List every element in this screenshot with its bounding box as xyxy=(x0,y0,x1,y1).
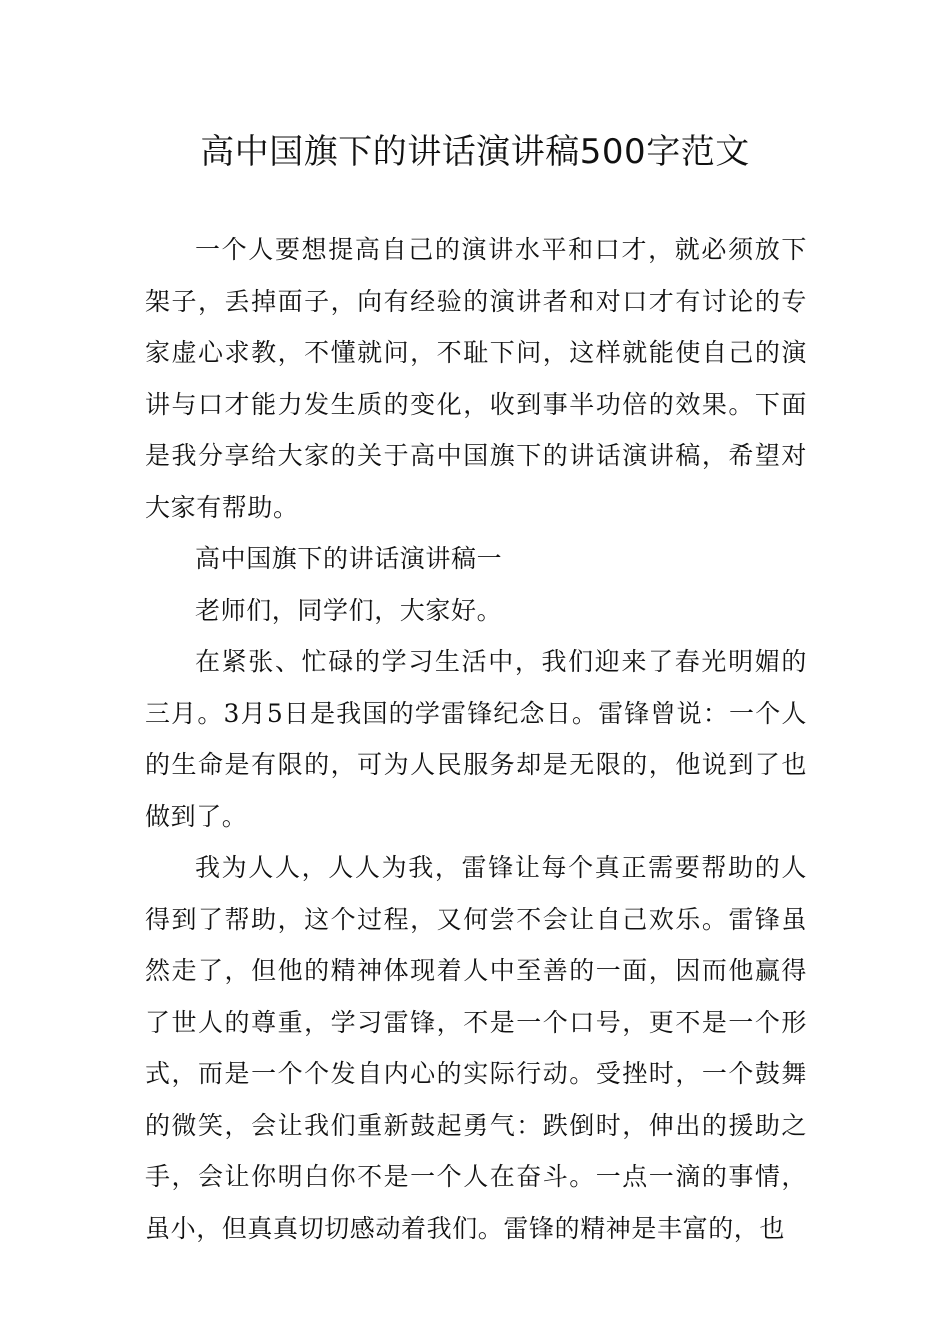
paragraph-march: 在紧张、忙碌的学习生活中，我们迎来了春光明媚的三月。3月5日是我国的学雷锋纪念日。雷锋曾说：一个人的生命是有限的，可为人民服务却是无限的，他说到了也做到了。 xyxy=(145,647,807,831)
paragraph-greeting: 老师们，同学们，大家好。 xyxy=(195,595,503,625)
paragraph-section-heading: 高中国旗下的讲话演讲稿一 xyxy=(195,544,503,573)
document-title: 高中国旗下的讲话演讲稿500字范文 xyxy=(200,132,750,172)
paragraph-intro: 一个人要想提高自己的演讲水平和口才，就必须放下架子，丢掉面子，向有经验的演讲者和对口才有讨论的专家虚心求教，不懂就问，不耻下问，这样就能使自己的演讲与口才能力发生质的变化，收到事半功倍的效果。下面是我分享给大家的关于高中国旗下的讲话演讲稿，希望对大家有帮助。 xyxy=(145,235,807,522)
paragraph-leifeng: 我为人人，人人为我，雷锋让每个真正需要帮助的人得到了帮助，这个过程，又何尝不会让自己欢乐。雷锋虽然走了，但他的精神体现着人中至善的一面，因而他赢得了世人的尊重，学习雷锋，不是一个口号，更不是一个形式，而是一个个发自内心的实际行动。受挫时，一个鼓舞的微笑，会让我们重新鼓起勇气：跌倒时，伸出的援助之手，会让你明白你不是一个人在奋斗。一点一滴的事情，虽小，但真真切切感动着我们。雷锋的精神是丰富的，也 xyxy=(145,853,807,1243)
document-body xyxy=(145,224,807,1254)
